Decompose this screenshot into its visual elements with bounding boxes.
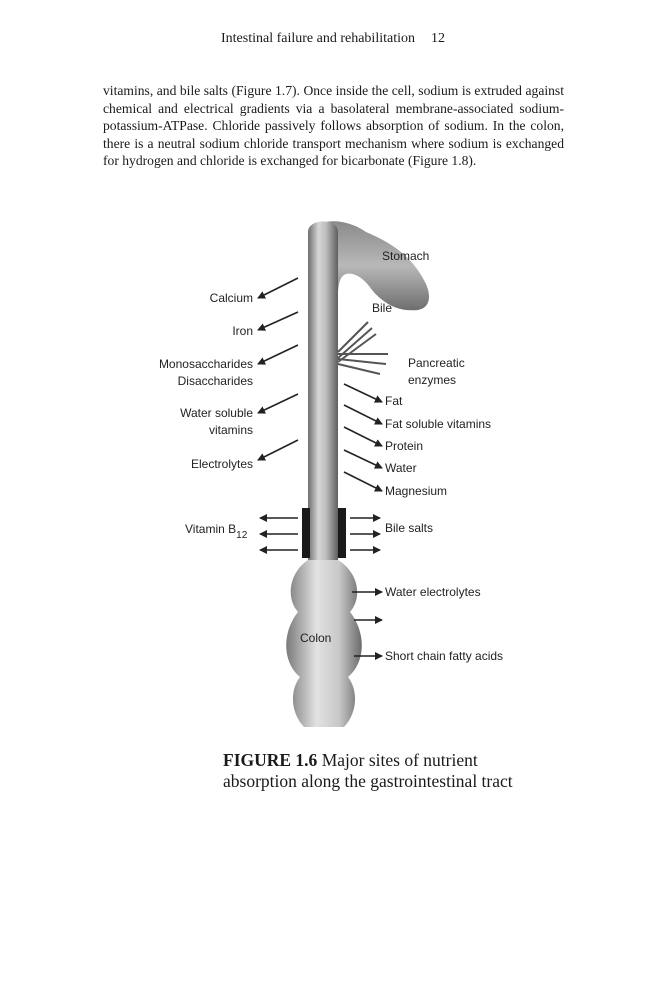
running-head bbox=[0, 31, 666, 47]
label-stomach: Stomach bbox=[382, 249, 430, 263]
label-fat: Fat bbox=[385, 394, 403, 408]
label-pancreatic: Pancreatic bbox=[408, 356, 465, 370]
label-bile: Bile bbox=[372, 301, 393, 315]
arrow-water bbox=[344, 450, 382, 468]
label-bile-salts: Bile salts bbox=[385, 521, 434, 535]
arrow-fat bbox=[344, 384, 382, 402]
label-vitamin-b-sub: 12 bbox=[236, 530, 248, 541]
label-short-chain-fatty-acids: Short chain fatty acids bbox=[385, 649, 504, 663]
small-intestine-shape bbox=[308, 272, 338, 562]
label-magnesium: Magnesium bbox=[385, 484, 448, 498]
label-vitamin-b12 bbox=[185, 522, 248, 541]
arrow-iron bbox=[258, 312, 298, 330]
label-water: Water bbox=[385, 461, 417, 475]
running-head-title: Intestinal failure and rehabilitation bbox=[221, 31, 415, 46]
figure-caption bbox=[223, 750, 523, 792]
arrow-electrolytes bbox=[258, 440, 298, 460]
label-water-soluble: Water soluble bbox=[180, 406, 253, 420]
caption-label: FIGURE 1.6 bbox=[223, 750, 318, 770]
label-iron: Iron bbox=[232, 324, 253, 338]
label-electrolytes: Electrolytes bbox=[190, 457, 253, 471]
label-colon: Colon bbox=[300, 631, 332, 645]
label-fat-soluble-vitamins: Fat soluble vitamins bbox=[385, 417, 492, 431]
label-protein: Protein bbox=[385, 439, 424, 453]
bile-duct bbox=[338, 322, 376, 362]
label-disaccharides: Disaccharides bbox=[177, 374, 253, 388]
arrow-fat-soluble bbox=[344, 405, 382, 424]
arrow-magnesium bbox=[344, 472, 382, 491]
arrow-protein bbox=[344, 427, 382, 446]
arrow-monosaccharides bbox=[258, 345, 298, 364]
arrow-calcium bbox=[258, 278, 298, 298]
body-paragraph: vitamins, and bile salts (Figure 1.7). Once inside the cell, sodium is extruded against chemical and electrical gradients via a basolateral membrane-associated sodium-potassium-ATPase. Chloride passively follows absorption of sodium. In the colon, there is a neutral sodium chloride transport mechanism where sodium is exchanged for hydrogen and chloride is exchanged for bicarbonate (Figure 1.8). bbox=[103, 83, 564, 169]
label-monosaccharides: Monosaccharides bbox=[158, 357, 253, 371]
caption-text: Major sites of nutrient absorption along the gastrointestinal tract bbox=[223, 750, 513, 791]
arrow-water-soluble bbox=[258, 394, 298, 413]
label-water-electrolytes: Water electrolytes bbox=[385, 585, 481, 599]
ileum-band bbox=[302, 508, 310, 558]
label-enzymes: enzymes bbox=[408, 373, 457, 387]
label-calcium: Calcium bbox=[209, 291, 253, 305]
gi-tract-figure bbox=[140, 212, 540, 732]
left-absorption-arrows bbox=[258, 278, 298, 550]
label-vitamins: vitamins bbox=[208, 423, 253, 437]
gi-tract-diagram bbox=[140, 212, 540, 732]
ileum-band-right bbox=[338, 508, 346, 558]
page-number: 12 bbox=[430, 31, 445, 46]
label-vitamin-b: Vitamin B bbox=[185, 522, 237, 536]
